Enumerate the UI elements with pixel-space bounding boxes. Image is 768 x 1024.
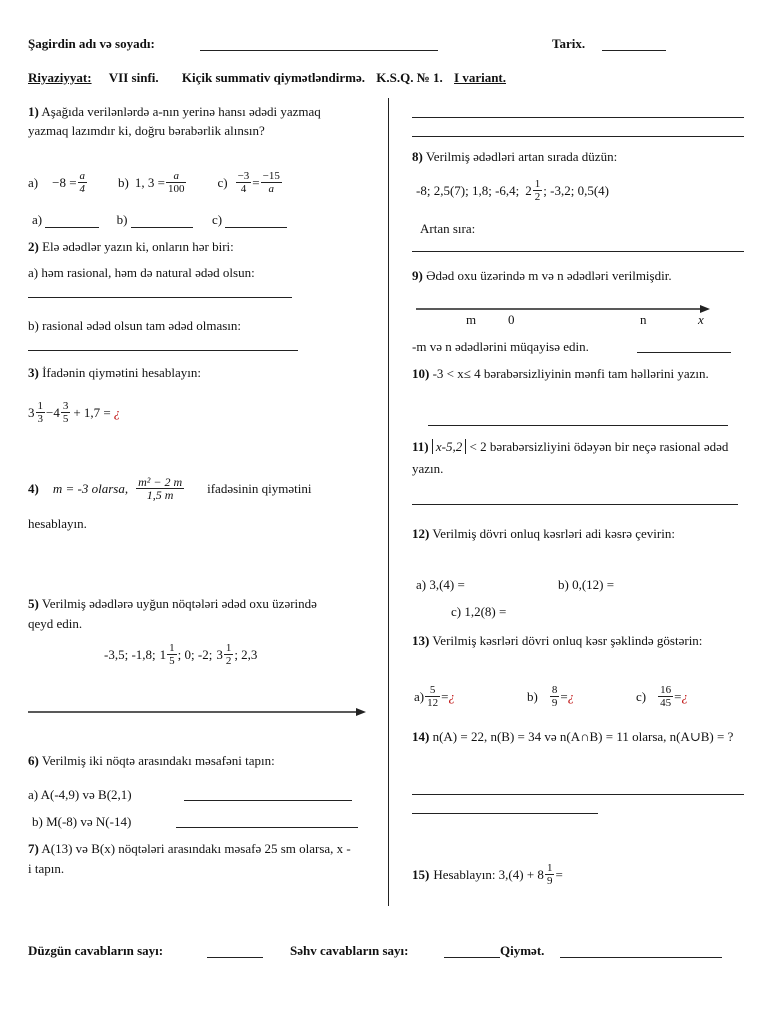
- q5-mixed-2-whole: 3: [216, 646, 223, 662]
- q4-fraction: $\frac{\text{m² − 2 m}}{1,5 m}$: [138, 475, 183, 502]
- q15-number: 15): [412, 866, 430, 882]
- q4-condition: m = -3 olarsa,: [52, 480, 129, 496]
- q8-mixed-whole: 2: [525, 182, 532, 198]
- q4-number: 4): [28, 480, 39, 496]
- q1-answer-c-label: c): [211, 212, 223, 227]
- q15-equals: =: [555, 866, 563, 882]
- q5-text: [28, 594, 344, 634]
- q6-text: [28, 753, 275, 769]
- q13-c-label: c): [636, 688, 647, 704]
- q8-list-b: ; -3,2; 0,5(4): [543, 182, 609, 198]
- q1-c-fraction-1: $\frac{-3}{4}$: [237, 170, 250, 195]
- q11-abs-expression: x-5,2: [432, 439, 466, 454]
- q8-number: 8): [412, 149, 423, 164]
- q11-answer-line[interactable]: [412, 504, 738, 505]
- q5-mixed-2-fraction: $\frac{1}{2}$: [225, 642, 232, 667]
- q1-prompt: Aşağıda verilənlərdə a-nın yerinə hansı ədədi yazmaq yazmaq lazımdır ki, doğru bərabərlik alınsın?: [28, 104, 321, 138]
- exam-title-row: [28, 70, 506, 86]
- q1-a-label: a): [28, 174, 39, 190]
- q6-b-answer-line[interactable]: [176, 827, 358, 828]
- q13-a-fraction: $\frac{5}{12}$: [427, 684, 439, 709]
- q6-prompt: Verilmiş iki nöqtə arasındakı məsafəni tapın:: [41, 753, 275, 768]
- q5-arrow-icon: [356, 708, 366, 716]
- q10-text: [412, 364, 742, 384]
- q13-a-expression: [414, 684, 455, 709]
- q3-minus: −4: [46, 404, 60, 420]
- q7-number: 7): [28, 841, 39, 856]
- student-name-label: Şagirdin adı və soyadı:: [28, 36, 155, 51]
- q5-number: 5): [28, 596, 39, 611]
- q10-answer-line[interactable]: [428, 425, 728, 426]
- q1-answer-b-blank[interactable]: [131, 227, 193, 228]
- q5-numbers-a: -3,5; -1,8;: [104, 646, 156, 662]
- q6-a-answer-line[interactable]: [184, 800, 352, 801]
- q9-compare-text: -m və n ədədlərini müqayisə edin.: [412, 339, 589, 354]
- q13-c-equals: =: [674, 688, 682, 704]
- q11-text: [412, 436, 742, 480]
- q13-text: [412, 631, 742, 651]
- q1-answer-b-label: b): [116, 212, 128, 227]
- q13-b-equals: =: [560, 688, 568, 704]
- date-label: Tarix.: [552, 36, 586, 51]
- q5-numbers: [104, 642, 257, 667]
- q3-number: 3): [28, 365, 39, 380]
- q13-b-label: b): [527, 688, 538, 704]
- q1-text: [28, 102, 348, 140]
- student-name-blank[interactable]: [200, 50, 438, 51]
- footer-correct-label: Düzgün cavabların sayı:: [28, 943, 164, 958]
- ksq-label: K.S.Q. № 1.: [376, 70, 443, 85]
- q13-prompt: Verilmiş kəsrləri dövri onluq kəsr şəklində göstərin:: [432, 633, 703, 648]
- q6-b-text: b) M(-8) və N(-14): [32, 814, 132, 829]
- q13-b-result-placeholder: ¿: [567, 688, 575, 704]
- q13-c-result-placeholder: ¿: [681, 688, 688, 704]
- q8-prompt: Verilmiş ədədləri artan sırada düzün:: [425, 149, 618, 164]
- q12-text: [412, 524, 732, 544]
- q9-number-line: [416, 303, 712, 315]
- q1-a-fraction: $\frac{a}{4}$: [79, 170, 86, 195]
- q13-a-label: a): [414, 688, 425, 704]
- q1-answer-a-blank[interactable]: [45, 227, 99, 228]
- q10-prompt: -3 < x≤ 4 bərabərsizliyinin mənfi tam həllərini yazın.: [432, 366, 709, 381]
- q10-number: 10): [412, 366, 430, 381]
- q9-label-x: x: [698, 312, 704, 327]
- footer-correct-blank[interactable]: [207, 957, 263, 958]
- q1-b-left: 1, 3 =: [134, 174, 165, 190]
- q4-row: [28, 476, 311, 501]
- q7-text: [28, 839, 352, 879]
- q11-number: 11): [412, 439, 429, 454]
- q6-number: 6): [28, 753, 39, 768]
- q2-a-answer-line[interactable]: [28, 297, 292, 298]
- q12-c: c) 1,2(8) =: [451, 604, 507, 619]
- q13-c-expression: [636, 684, 688, 709]
- q8-numbers: [416, 178, 609, 203]
- q9-answer-line[interactable]: [637, 352, 731, 353]
- q3-result-placeholder: ¿: [113, 404, 121, 420]
- q14-number: 14): [412, 729, 430, 744]
- q1-b-label: b): [118, 174, 129, 190]
- q2-b-answer-line[interactable]: [28, 350, 298, 351]
- q6-a-text: a) A(-4,9) və B(2,1): [28, 787, 132, 802]
- q8-order-label: Artan sıra:: [420, 221, 476, 236]
- q11-prompt: < 2 bərabərsizliyini ödəyən bir neçə rasional ədəd yazın.: [412, 439, 729, 476]
- q12-number: 12): [412, 526, 430, 541]
- q5-numbers-c: ; 2,3: [234, 646, 258, 662]
- q14-prompt: n(A) = 22, n(B) = 34 və n(A∩B) = 11 olarsa, n(A∪B) = ?: [432, 729, 734, 744]
- subject-label: Riyaziyyat:: [28, 70, 92, 85]
- q1-c-fraction-2: $\frac{-15}{a}$: [262, 170, 280, 195]
- q9-prompt: Ədəd oxu üzərində m və n ədədləri verilmişdir.: [426, 268, 672, 283]
- q15-fraction: $\frac{1}{9}$: [546, 862, 553, 887]
- q7-prompt: A(13) və B(x) nöqtələri arasındakı məsafə 25 sm olarsa, x -i tapın.: [28, 841, 351, 876]
- q4-prompt-cont: hesablayın.: [28, 516, 87, 531]
- q9-label-n: n: [640, 312, 647, 327]
- q3-expression: [28, 400, 120, 425]
- q9-number: 9): [412, 268, 423, 283]
- q13-a-equals: =: [441, 688, 449, 704]
- q2-prompt: Elə ədədlər yazın ki, onların hər biri:: [42, 239, 234, 254]
- q9-text: [412, 266, 732, 286]
- q14-text: [412, 727, 744, 747]
- q12-a: a) 3,(4) =: [416, 577, 465, 592]
- q2-number: 2): [28, 239, 39, 254]
- q3-fraction-1: $\frac{1}{3}$: [37, 400, 43, 425]
- q15-row: [412, 862, 563, 887]
- q3-text: [28, 365, 201, 381]
- q2-a-text: a) həm rasional, həm də natural ədəd olsun:: [28, 265, 255, 280]
- q8-answer-line[interactable]: [412, 251, 744, 252]
- top-answer-line-2[interactable]: [412, 136, 744, 137]
- q14-answer-line-2[interactable]: [412, 813, 598, 814]
- column-divider: [388, 98, 389, 906]
- q1-c-label: c): [217, 174, 228, 190]
- q5-numbers-b: ; 0; -2;: [177, 646, 213, 662]
- q5-prompt: Verilmiş ədədlərə uyğun nöqtələri ədəd oxu üzərində qeyd edin.: [28, 596, 317, 631]
- q13-b-expression: [527, 684, 574, 709]
- q1-c-equals: =: [252, 174, 260, 190]
- top-answer-line-1[interactable]: [412, 117, 744, 118]
- q5-mixed-1-fraction: $\frac{1}{5}$: [169, 642, 175, 667]
- q1-answer-c-blank[interactable]: [225, 227, 287, 228]
- q1-answers: [32, 212, 287, 228]
- footer-grade-label: Qiymət.: [500, 943, 545, 958]
- q3-prompt: İfadənin qiymətini hesablayın:: [42, 365, 201, 380]
- footer-wrong-label: Səhv cavabların sayı:: [290, 943, 409, 958]
- q13-number: 13): [412, 633, 430, 648]
- q3-whole-1: 3: [28, 404, 35, 420]
- q8-list-a: -8; 2,5(7); 1,8; -6,4;: [416, 182, 520, 198]
- variant-label: I variant.: [454, 70, 507, 85]
- q1-equations: [28, 170, 283, 195]
- q14-answer-line-1[interactable]: [412, 794, 744, 795]
- grade-label: VII sinfi.: [108, 70, 159, 85]
- q4-prompt: ifadəsinin qiymətini: [207, 480, 312, 496]
- assessment-label: Kiçik summativ qiymətləndirmə.: [181, 70, 365, 85]
- q15-prompt: Hesablayın: 3,(4) + 8: [433, 866, 544, 882]
- q8-text: [412, 149, 617, 165]
- q2-text: [28, 239, 234, 255]
- q5-number-line[interactable]: [28, 704, 368, 720]
- q1-b-fraction: $\frac{a}{100}$: [167, 170, 185, 195]
- q1-number: 1): [28, 104, 39, 119]
- q3-fraction-2: $\frac{3}{5}$: [62, 400, 69, 425]
- q12-prompt: Verilmiş dövri onluq kəsrləri adi kəsrə çevirin:: [432, 526, 675, 541]
- q1-answer-a-label: a): [32, 212, 43, 227]
- q9-label-m: m: [466, 312, 477, 327]
- footer-wrong-blank[interactable]: [444, 957, 500, 958]
- q5-mixed-1-whole: 1: [159, 646, 167, 662]
- q1-a-left: −8 =: [52, 174, 77, 190]
- footer-grade-blank[interactable]: [560, 957, 722, 958]
- date-blank[interactable]: [602, 50, 666, 51]
- q8-mixed-fraction: $\frac{1}{2}$: [534, 178, 541, 203]
- q13-a-result-placeholder: ¿: [448, 688, 455, 704]
- q12-b: b) 0,(12) =: [558, 577, 615, 592]
- q2-b-text: b) rasional ədəd olsun tam ədəd olmasın:: [28, 318, 242, 333]
- q3-rest: + 1,7 =: [73, 404, 111, 420]
- q13-b-fraction: $\frac{8}{9}$: [551, 684, 558, 709]
- q9-label-0: 0: [508, 312, 515, 327]
- q13-c-fraction: $\frac{16}{45}$: [660, 684, 672, 709]
